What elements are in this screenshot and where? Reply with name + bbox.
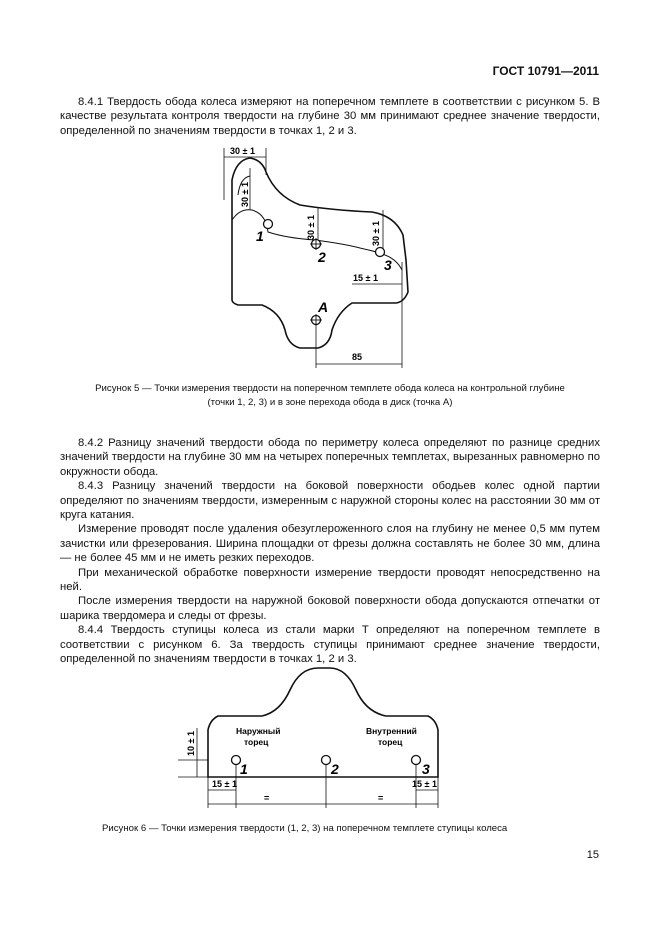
figure-5-caption — [60, 382, 600, 409]
hub-point-3-marker — [412, 756, 421, 765]
hub-point-2-marker — [322, 756, 331, 765]
dim-85-label: 85 — [352, 352, 363, 362]
outer-end-label-1: Наружный — [236, 726, 281, 736]
dim-10-label: 10 ± 1 — [186, 731, 196, 756]
hub-point-1-label: 1 — [240, 761, 248, 777]
point-3-marker — [376, 248, 385, 257]
dim-v3-label: 30 ± 1 — [371, 221, 381, 246]
paragraph: 8.4.4 Твердость ступицы колеса из стали марки Т определяют на поперечном темплете в соответствии с рисунком 6. За твердость ступицы принимают среднее значение твердости, определенной по значениям твердости в точках 1, 2 и 3. — [60, 624, 600, 666]
equal-left-label: = — [264, 793, 270, 803]
paragraph: 8.4.3 Разницу значений твердости на боковой поверхности ободьев колес одной партии определяют по значениям твердости, измеренным с наружной стороны колес на расстоянии 30 мм от круга катания. — [60, 480, 600, 522]
dim-15-left-label: 15 ± 1 — [212, 779, 237, 789]
paragraph: 8.4.1 Твердость обода колеса измеряют на поперечном темплете в соответствии с рисунком 5. В качестве результата контроля твердости на глубине 30 мм принимают среднее значение твердости, определенной по значениям твердости в точках 1, 2 и 3. — [60, 96, 600, 137]
caption-line: (точки 1, 2, 3) и в зоне перехода обода в диск (точка A) — [207, 396, 453, 408]
point-a-label: A — [318, 299, 329, 315]
rim-inner-curve — [232, 210, 402, 270]
section-8-4-1 — [60, 95, 600, 138]
section-8-4-2-to-8-4-4 — [60, 436, 600, 667]
dim-v2-label: 30 ± 1 — [306, 215, 316, 240]
flange-contour — [238, 176, 250, 195]
hub-template-outline — [208, 668, 438, 777]
equal-right-label: = — [378, 793, 384, 803]
hub-point-2-label: 2 — [331, 761, 339, 777]
paragraph: После измерения твердости на наружной боковой поверхности обода допускаются отпечатки от шарика твердомера и следы от фрезы. — [60, 595, 600, 622]
page-number: 15 — [586, 849, 599, 861]
inner-end-label-1: Внутренний — [366, 726, 417, 736]
point-2-label: 2 — [318, 249, 326, 265]
paragraph: При механической обработке поверхности измерение твердости проводят непосредственно на ней. — [60, 566, 600, 594]
dim-15-right-label: 15 ± 1 — [412, 779, 437, 789]
hub-point-1-marker — [232, 756, 241, 765]
paragraph: 8.4.2 Разницу значений твердости обода по периметру колеса определяют по разнице средних значений твердости на глубине 30 мм на четырех поперечных темплетах, вырезанных равномерно по окружности обода. — [60, 437, 600, 478]
caption-line: Рисунок 5 — Точки измерения твердости на поперечном темплете обода колеса на контрольной глубине — [95, 383, 565, 394]
paragraph: Измерение проводят после удаления обезуглероженного слоя на глубину не менее 0,5 мм путем зачистки или фрезерования. Ширина площадки от фрезы должна составлять не более 30 мм, длина — не более 45 мм и не иметь резких переходов. — [60, 523, 600, 565]
point-2-marker — [312, 240, 321, 249]
hub-point-3-label: 3 — [422, 761, 430, 777]
standard-header: ГОСТ 10791—2011 — [492, 64, 599, 78]
dim-15-label: 15 ± 1 — [353, 273, 378, 283]
rim-template-outline — [232, 158, 408, 348]
point-3-label: 3 — [384, 257, 392, 273]
point-a-marker — [312, 316, 321, 325]
point-1-marker — [264, 220, 273, 229]
outer-end-label-2: торец — [244, 737, 269, 747]
dim-v1-label: 30 ± 1 — [240, 182, 250, 207]
inner-end-label-2: торец — [378, 737, 403, 747]
point-1-label: 1 — [256, 228, 264, 244]
figure-6-caption: Рисунок 6 — Точки измерения твердости (1, 2, 3) на поперечном темплете ступицы колеса — [102, 823, 508, 834]
dim-top-label: 30 ± 1 — [230, 146, 255, 156]
